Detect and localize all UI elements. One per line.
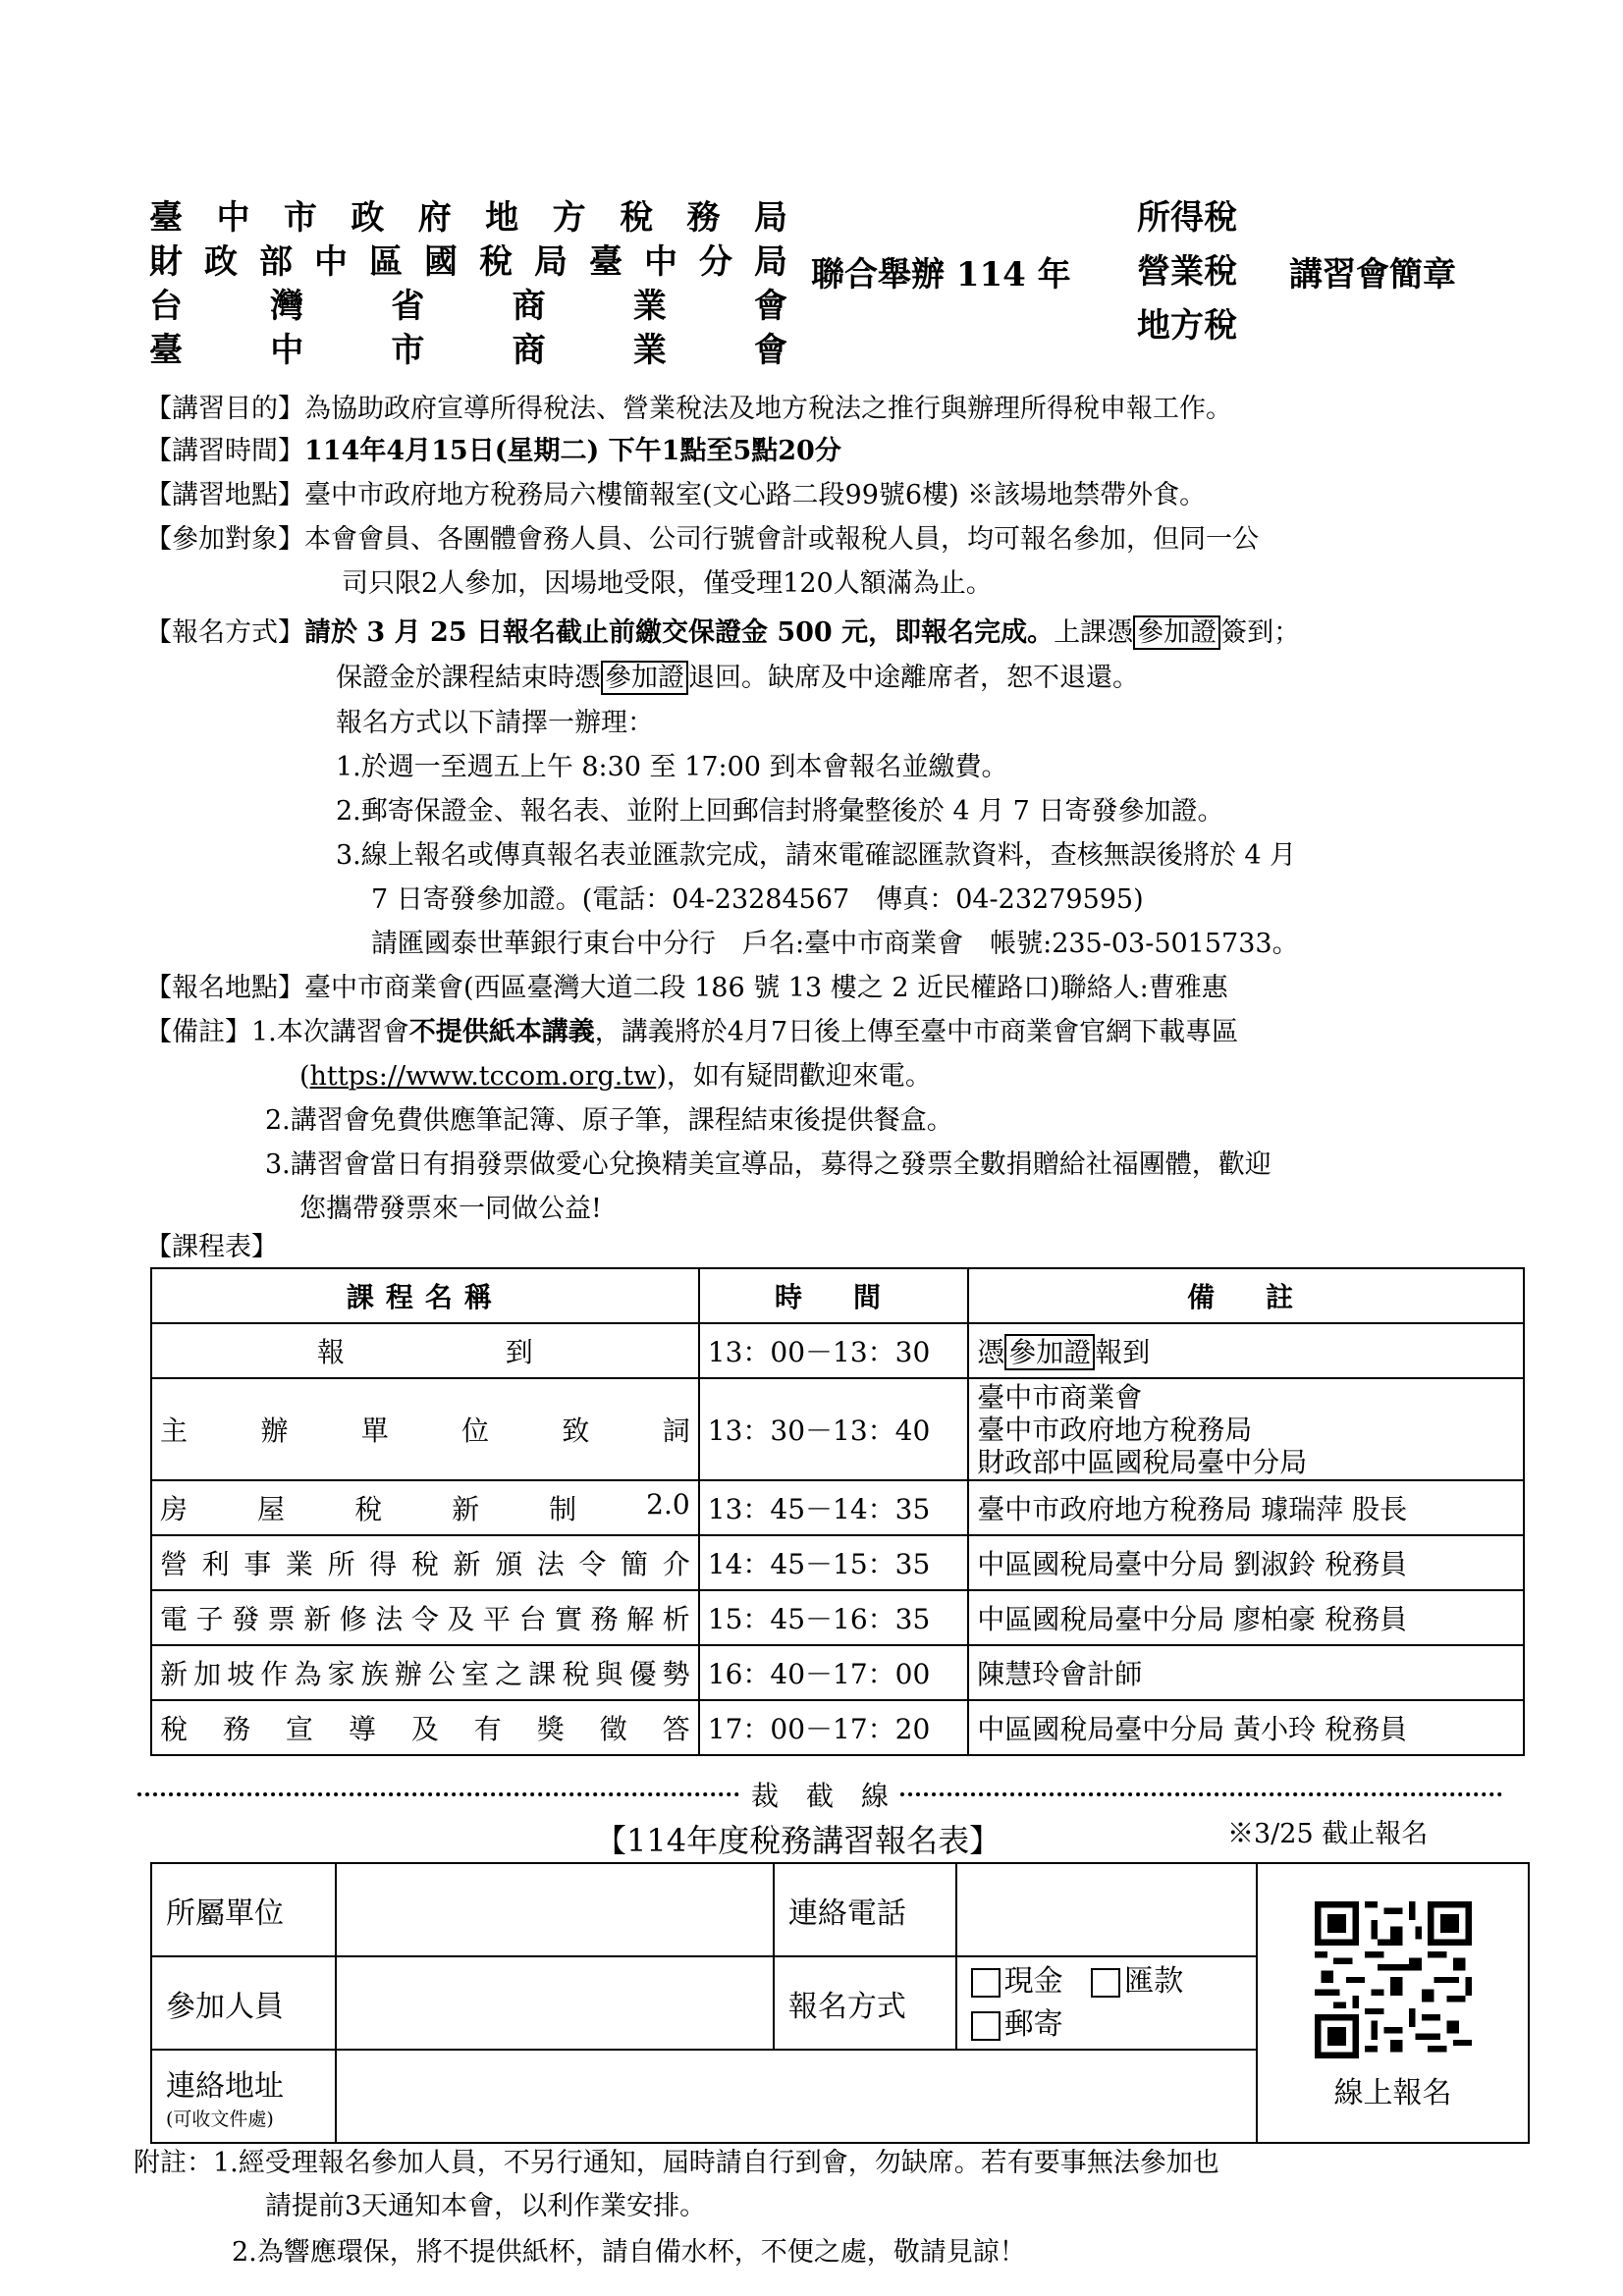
people-field[interactable] (336, 1956, 774, 2050)
char: 府 (417, 198, 452, 238)
course-time: 16：40－17：00 (699, 1645, 969, 1700)
course-name (160, 1598, 690, 1637)
char: 制 (549, 1493, 577, 1525)
char: 灣 (270, 287, 304, 326)
char: 簡 (621, 1548, 649, 1580)
char: 法 (375, 1603, 404, 1635)
course-name (160, 1543, 690, 1582)
char: 區 (369, 242, 403, 282)
char: 致 (562, 1415, 590, 1447)
char: 法 (536, 1548, 565, 1580)
char: 政 (204, 242, 238, 282)
char: 課 (528, 1658, 557, 1690)
cut-dots-left (137, 1792, 739, 1796)
method-3-cont: 7 日寄發參加證。(電話：04-23284567 傳真：04-23279595) (371, 884, 1144, 915)
char: 分 (699, 242, 732, 282)
char: 臺 (149, 198, 183, 238)
char: 令 (578, 1548, 607, 1580)
method-options (956, 1956, 1258, 2050)
title-suffix: 講習會簡章 (1289, 255, 1456, 294)
char: 中 (644, 242, 677, 282)
char: 族 (360, 1658, 389, 1690)
char: 稅 (160, 1713, 189, 1745)
char: 國 (424, 242, 458, 282)
char: 財 (149, 242, 183, 282)
org-provincial-commerce (149, 285, 787, 329)
char: 新 (452, 1493, 480, 1525)
table-row (151, 1535, 1524, 1590)
cut-line (137, 1775, 1502, 1814)
address-field[interactable] (336, 2050, 1257, 2143)
char: 令 (410, 1603, 439, 1635)
course-note: 臺中市政府地方稅務局 璩瑞萍 股長 (968, 1480, 1524, 1535)
char: 有 (473, 1713, 502, 1745)
website-link[interactable]: https://www.tccom.org.tw (309, 1061, 657, 1092)
char: 發 (232, 1603, 260, 1635)
char: 主 (160, 1415, 189, 1447)
schedule-table (150, 1267, 1525, 1756)
pass-box: 參加證 (1133, 615, 1220, 650)
char: 辦 (394, 1658, 422, 1690)
char: 與 (595, 1658, 623, 1690)
char: 省 (391, 287, 425, 326)
char: 作 (260, 1658, 289, 1690)
char: 公 (427, 1658, 456, 1690)
char: 之 (495, 1658, 523, 1690)
tax-income: 所得稅 (1137, 198, 1237, 238)
course-time: 13：45－14：35 (699, 1480, 969, 1535)
char: 部 (259, 242, 293, 282)
char: 票 (267, 1603, 296, 1635)
char: 詞 (662, 1415, 690, 1447)
signup-line: 【報名方式】請於 3 月 25 日報名截止前繳交保證金 500 元，即報名完成。上課憑 參加證 簽到； (145, 617, 1301, 648)
char: 稅 (562, 1658, 590, 1690)
char: 得 (369, 1548, 398, 1580)
method-2: 2.郵寄保證金、報名表、並附上回郵信封將彙整後於 4 月 7 日寄發參加證。 (336, 796, 1224, 827)
char: 及 (410, 1713, 439, 1745)
cut-line-label: 裁 截 線 (751, 1780, 890, 1812)
org-tax-bureau (149, 196, 787, 240)
table-row (151, 1700, 1524, 1755)
course-time: 17：00－17：20 (699, 1700, 969, 1755)
char: 局 (534, 242, 568, 282)
pass-box: 參加證 (1004, 1334, 1095, 1370)
char: 地 (485, 198, 519, 238)
char: 台 (518, 1603, 547, 1635)
course-note: 臺中市商業會 臺中市政府地方稅務局 財政部中區國稅局臺中分局 (968, 1378, 1524, 1480)
course-time: 15：45－16：35 (699, 1590, 969, 1645)
char: 利 (201, 1548, 230, 1580)
char: 務 (222, 1713, 250, 1745)
char: 商 (512, 287, 546, 326)
course-time: 13：00－13：30 (699, 1323, 969, 1378)
char: 坡 (227, 1658, 255, 1690)
course-name (160, 1708, 690, 1747)
address-note: (可收文件處) (166, 2109, 274, 2130)
char: 臺 (589, 242, 622, 282)
option-mail: 郵寄 (1003, 2006, 1063, 2042)
table-row (151, 1480, 1524, 1535)
char: 會 (753, 287, 787, 326)
table-row (151, 1590, 1524, 1645)
char: 徵 (599, 1713, 627, 1745)
char: 稅 (410, 1548, 439, 1580)
char: 商 (512, 331, 546, 370)
char: 到 (505, 1336, 533, 1368)
tax-local: 地方稅 (1137, 306, 1237, 346)
course-time: 14：45－15：35 (699, 1535, 969, 1590)
char: 宣 (285, 1713, 313, 1745)
header-note: 備 註 (968, 1268, 1524, 1323)
char: 頒 (495, 1548, 523, 1580)
label-phone: 連絡電話 (774, 1863, 956, 1956)
char: 局 (753, 198, 787, 238)
note-2: 2.講習會免費供應筆記簿、原子筆，課程結束後提供餐盒。 (265, 1105, 953, 1136)
char: 業 (632, 287, 667, 326)
char: 子 (195, 1603, 224, 1635)
char: 優 (628, 1658, 657, 1690)
char: 事 (243, 1548, 272, 1580)
footer-note-2: 2.為響應環保，將不提供紙杯，請自備水杯，不便之處，敬請見諒！ (232, 2237, 1026, 2268)
qr-code-icon[interactable] (1295, 1901, 1491, 2058)
method-1: 1.於週一至週五上午 8:30 至 17:00 到本會報名並繳費。 (336, 752, 1008, 782)
purpose-line: 【講習目的】為協助政府宣導所得稅法、營業稅法及地方稅法之推行與辦理所得稅申報工作。 (145, 394, 1232, 424)
org-city-commerce (149, 329, 787, 373)
char: 所 (327, 1548, 355, 1580)
checkbox-mail[interactable] (971, 2011, 1001, 2041)
char: 稅 (620, 198, 654, 238)
char: 家 (327, 1658, 355, 1690)
cut-dots-right (900, 1792, 1502, 1796)
char: 單 (360, 1415, 389, 1447)
char: 電 (160, 1603, 189, 1635)
char: 位 (461, 1415, 490, 1447)
target-line: 【參加對象】本會會員、各團體會務人員、公司行號會計或報稅人員，均可報名參加，但同一公 (145, 524, 1259, 555)
note-3-cont: 您攜帶發票來一同做公益! (299, 1194, 602, 1224)
char: 營 (160, 1548, 189, 1580)
online-signup-label: 線上報名 (1333, 2075, 1452, 2110)
char: 修 (339, 1603, 367, 1635)
char: 稅 (354, 1493, 383, 1525)
table-row (151, 1645, 1524, 1700)
label-address: 連絡地址 (可收文件處) (151, 2050, 336, 2143)
course-note: 中區國稅局臺中分局 黃小玲 稅務員 (968, 1700, 1524, 1755)
char: 房 (160, 1493, 189, 1525)
schedule-header (151, 1268, 1524, 1323)
header-time: 時 間 (699, 1268, 969, 1323)
bank-line: 請匯國泰世華銀行東台中分行 戶名:臺中市商業會 帳號:235-03-5015733。 (371, 929, 1299, 959)
char: 新 (453, 1548, 481, 1580)
char: 室 (460, 1658, 489, 1690)
option-remit: 匯款 (1124, 1963, 1184, 1999)
char: 2.0 (646, 1488, 690, 1521)
char: 報 (317, 1336, 346, 1368)
char: 中 (216, 198, 250, 238)
char: 臺 (149, 331, 183, 370)
checkbox-cash[interactable] (971, 1968, 1001, 1998)
note-3: 3.講習會當日有捐發票做愛心兌換精美宣導品，募得之發票全數捐贈給社福團體，歡迎 (265, 1149, 1271, 1180)
char: 辦 (260, 1415, 289, 1447)
char: 新 (160, 1658, 189, 1690)
course-name (160, 1331, 690, 1370)
joint-text: 聯合舉辦 114 年 (811, 255, 1071, 294)
char: 台 (149, 287, 183, 326)
char: 勢 (662, 1658, 690, 1690)
label-people: 參加人員 (151, 1956, 336, 2050)
char: 方 (552, 198, 586, 238)
char: 政 (351, 198, 385, 238)
char: 加 (193, 1658, 222, 1690)
org-national-tax (149, 240, 787, 285)
char: 析 (662, 1603, 690, 1635)
char: 市 (283, 198, 317, 238)
char: 稅 (479, 242, 513, 282)
char: 業 (632, 331, 667, 370)
char: 業 (285, 1548, 313, 1580)
registration-form (150, 1862, 1530, 2144)
char: 務 (686, 198, 721, 238)
course-name (160, 1410, 690, 1449)
note-1-link-line: (https://www.tccom.org.tw)，如有疑問歡迎來電。 (299, 1061, 932, 1092)
char: 務 (590, 1603, 619, 1635)
course-name (160, 1488, 690, 1527)
choose-line: 報名方式以下請擇一辦理： (336, 708, 654, 738)
char: 為 (294, 1658, 322, 1690)
option-cash: 現金 (1003, 1963, 1063, 1999)
pass-box: 參加證 (601, 661, 688, 695)
char: 市 (391, 331, 425, 370)
label-method: 報名方式 (774, 1956, 956, 2050)
checkbox-remit[interactable] (1091, 1968, 1120, 1998)
footer-note-1-cont: 請提前3天通知本會，以利作業安排。 (265, 2191, 707, 2221)
tax-business: 營業稅 (1137, 252, 1237, 292)
method-3: 3.線上報名或傳真報名表並匯款完成，請來電確認匯款資料，查核無誤後將於 4 月 (336, 840, 1297, 871)
char: 實 (555, 1603, 583, 1635)
course-note: 中區國稅局臺中分局 廖柏豪 稅務員 (968, 1590, 1524, 1645)
addr-line: 【報名地點】臺中市商業會(西區臺灣大道二段 186 號 13 樓之 2 近民權路口)聯絡人:曹雅惠 (145, 973, 1228, 1003)
char: 中 (270, 331, 304, 370)
char: 及 (447, 1603, 475, 1635)
course-time: 13：30－13：40 (699, 1378, 969, 1480)
form-deadline: ※3/25 截止報名 (1227, 1819, 1429, 1849)
char: 新 (303, 1603, 332, 1635)
char: 答 (662, 1713, 690, 1745)
course-name (160, 1653, 690, 1692)
target-line-2: 司只限2人參加，因場地受限，僅受理120人額滿為止。 (342, 568, 993, 599)
course-note: 陳慧玲會計師 (968, 1645, 1524, 1700)
course-note: 中區國稅局臺中分局 劉淑鈴 稅務員 (968, 1535, 1524, 1590)
note-1: 【備註】1.本次講習會不提供紙本講義，講義將於4月7日後上傳至臺中市商業會官網下載專區 (145, 1017, 1239, 1047)
unit-field[interactable] (336, 1863, 774, 1956)
course-note: 憑 參加證 報到 (968, 1323, 1524, 1378)
phone-field[interactable] (956, 1863, 1258, 1956)
form-title: 【114年度稅務講習報名表】 (595, 1822, 1001, 1859)
place-line: 【講習地點】臺中市政府地方稅務局六樓簡報室(文心路二段99號6樓) ※該場地禁帶外食。 (145, 480, 1207, 510)
char: 介 (662, 1548, 690, 1580)
char: 平 (482, 1603, 511, 1635)
char: 解 (626, 1603, 655, 1635)
table-row (151, 1378, 1524, 1480)
char: 獎 (536, 1713, 565, 1745)
table-row (151, 1323, 1524, 1378)
schedule-label: 【課程表】 (145, 1232, 278, 1262)
char: 局 (754, 242, 787, 282)
time-line: 【講習時間】114年4月15日(星期二) 下午1點至5點20分 (145, 436, 841, 466)
char: 中 (314, 242, 348, 282)
char: 導 (348, 1713, 376, 1745)
label-unit: 所屬單位 (151, 1863, 336, 1956)
deposit-line: 保證金於課程結束時憑 參加證 退回。缺席及中途離席者，恕不退還。 (336, 663, 1139, 693)
qr-cell (1257, 1863, 1529, 2143)
header-course: 課程名稱 (151, 1268, 699, 1323)
char: 屋 (257, 1493, 286, 1525)
char: 會 (753, 331, 787, 370)
footer-note-1: 附註：1.經受理報名參加人員，不另行通知，屆時請自行到會，勿缺席。若有要事無法參加也 (134, 2148, 1219, 2178)
